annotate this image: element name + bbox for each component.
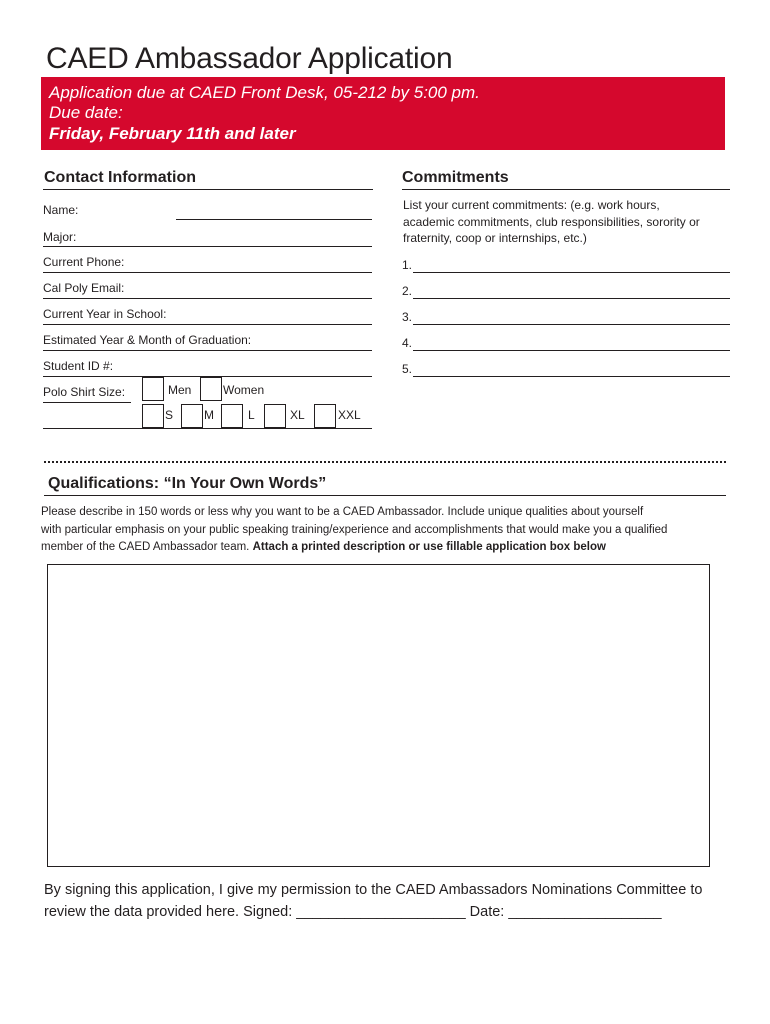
commitments-heading: Commitments <box>402 169 509 186</box>
qualifications-instructions-line <box>41 539 741 557</box>
commitment-field-1[interactable] <box>413 272 730 273</box>
signature-statement <box>44 879 744 923</box>
year-label: Current Year in School: <box>43 307 167 321</box>
size-m-label: M <box>204 408 214 422</box>
qualifications-attach-note: Attach a printed description or use fillable application box below <box>252 541 606 553</box>
commitment-number: 3. <box>402 310 413 324</box>
men-checkbox[interactable] <box>142 377 164 401</box>
name-label: Name: <box>43 203 79 217</box>
commitment-field-2[interactable] <box>413 298 730 299</box>
page-title: CAED Ambassador Application <box>46 42 453 75</box>
women-checkbox[interactable] <box>200 377 222 401</box>
qualifications-instructions <box>41 504 741 557</box>
contact-heading-rule <box>43 189 373 190</box>
size-l-checkbox[interactable] <box>221 404 243 428</box>
qualifications-instructions-text: member of the CAED Ambassador team. <box>41 541 250 553</box>
name-field[interactable] <box>176 219 372 220</box>
major-label: Major: <box>43 230 77 244</box>
commitment-field-4[interactable] <box>413 350 730 351</box>
size-l-label: L <box>248 408 255 422</box>
women-label: Women <box>223 383 265 397</box>
commitments-instructions-line: List your current commitments: (e.g. work hours, <box>403 198 660 212</box>
commitments-instructions-line: fraternity, coop or internships, etc.) <box>403 231 587 245</box>
signature-date-line[interactable]: review the data provided here. Signed: _____________________ Date: ___________________ <box>44 904 662 920</box>
size-xl-label: XL <box>290 408 305 422</box>
email-field[interactable] <box>43 298 372 299</box>
banner-due-label: Due date: <box>49 103 123 122</box>
size-xxl-label: XXL <box>338 408 361 422</box>
size-xl-checkbox[interactable] <box>264 404 286 428</box>
qualifications-heading-rule <box>44 495 726 496</box>
student-id-label: Student ID #: <box>43 359 114 373</box>
commitment-number: 5. <box>402 362 413 376</box>
commitment-field-3[interactable] <box>413 324 730 325</box>
men-label: Men <box>168 383 192 397</box>
commitment-field-5[interactable] <box>413 376 730 377</box>
major-field[interactable] <box>43 246 372 247</box>
banner-due-date: Friday, February 11th and later <box>49 124 296 143</box>
qualifications-answer-box[interactable] <box>47 564 710 867</box>
signature-statement-line: By signing this application, I give my permission to the CAED Ambassadors Nominations Committee to <box>44 882 703 898</box>
shirt-size-bottom-rule <box>43 428 372 429</box>
qualifications-heading: Qualifications: “In Your Own Words” <box>48 475 327 492</box>
qualifications-instructions-line: Please describe in 150 words or less why you want to be a CAED Ambassador. Include unique qualities about yourself <box>41 506 644 518</box>
size-s-label: S <box>165 408 174 422</box>
size-s-checkbox[interactable] <box>142 404 164 428</box>
contact-heading: Contact Information <box>44 169 196 186</box>
commitment-number: 4. <box>402 336 413 350</box>
commitment-number: 1. <box>402 258 413 272</box>
due-date-banner <box>41 77 725 150</box>
banner-location: Application due at CAED Front Desk, 05-212 by 5:00 pm. <box>49 83 480 102</box>
shirt-size-label: Polo Shirt Size: <box>43 385 126 399</box>
phone-field[interactable] <box>43 272 372 273</box>
commitments-instructions-line: academic commitments, club responsibilities, sorority or <box>403 214 700 229</box>
phone-label: Current Phone: <box>43 255 125 269</box>
commitments-heading-rule <box>402 189 730 190</box>
shirt-size-rule <box>43 402 131 403</box>
year-field[interactable] <box>43 324 372 325</box>
graduation-field[interactable] <box>43 350 372 351</box>
commitments-instructions <box>403 197 700 247</box>
size-xxl-checkbox[interactable] <box>314 404 336 428</box>
section-divider <box>44 461 726 463</box>
qualifications-instructions-line: with particular emphasis on your public speaking training/experience and accomplishments that would make you a qualified <box>41 523 668 536</box>
size-m-checkbox[interactable] <box>181 404 203 428</box>
graduation-label: Estimated Year & Month of Graduation: <box>43 333 252 347</box>
commitment-number: 2. <box>402 284 413 298</box>
email-label: Cal Poly Email: <box>43 281 125 295</box>
